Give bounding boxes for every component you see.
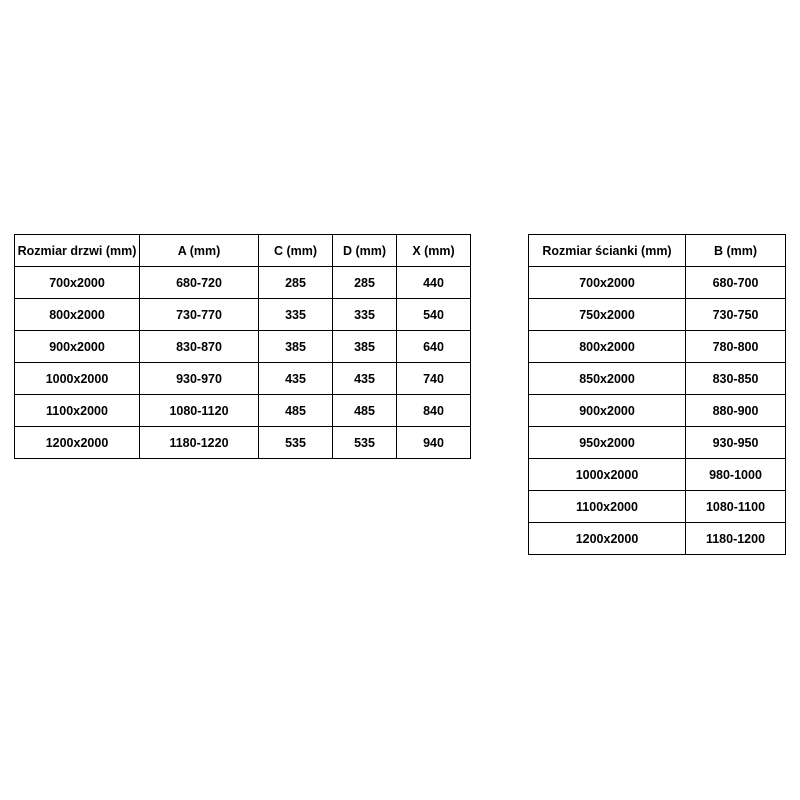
cell: 680-720	[140, 267, 259, 299]
cell: 680-700	[686, 267, 786, 299]
cell: 900x2000	[15, 331, 140, 363]
table-row	[15, 427, 471, 459]
cell: 730-770	[140, 299, 259, 331]
cell: 1180-1220	[140, 427, 259, 459]
cell: 930-970	[140, 363, 259, 395]
table-header-row	[529, 235, 786, 267]
cell: 1080-1100	[686, 491, 786, 523]
cell: 1100x2000	[15, 395, 140, 427]
cell: 900x2000	[529, 395, 686, 427]
table-header-row	[15, 235, 471, 267]
table-row	[529, 267, 786, 299]
cell: 980-1000	[686, 459, 786, 491]
column-header: C (mm)	[259, 235, 333, 267]
cell: 800x2000	[529, 331, 686, 363]
column-header: A (mm)	[140, 235, 259, 267]
cell: 435	[259, 363, 333, 395]
cell: 435	[333, 363, 397, 395]
cell: 730-750	[686, 299, 786, 331]
cell: 1200x2000	[529, 523, 686, 555]
table-row	[529, 331, 786, 363]
cell: 335	[333, 299, 397, 331]
cell: 850x2000	[529, 363, 686, 395]
cell: 385	[259, 331, 333, 363]
cell: 830-850	[686, 363, 786, 395]
cell: 750x2000	[529, 299, 686, 331]
table-row	[15, 299, 471, 331]
cell: 535	[259, 427, 333, 459]
door-size-table	[14, 234, 471, 459]
wall-size-table	[528, 234, 786, 555]
column-header: B (mm)	[686, 235, 786, 267]
column-header: D (mm)	[333, 235, 397, 267]
cell: 1000x2000	[15, 363, 140, 395]
cell: 485	[259, 395, 333, 427]
table-row	[529, 363, 786, 395]
cell: 950x2000	[529, 427, 686, 459]
cell: 1080-1120	[140, 395, 259, 427]
cell: 700x2000	[529, 267, 686, 299]
table-row	[15, 395, 471, 427]
cell: 700x2000	[15, 267, 140, 299]
cell: 285	[259, 267, 333, 299]
column-header: Rozmiar ścianki (mm)	[529, 235, 686, 267]
cell: 1180-1200	[686, 523, 786, 555]
cell: 440	[397, 267, 471, 299]
cell: 740	[397, 363, 471, 395]
cell: 1200x2000	[15, 427, 140, 459]
cell: 385	[333, 331, 397, 363]
column-header: Rozmiar drzwi (mm)	[15, 235, 140, 267]
cell: 780-800	[686, 331, 786, 363]
cell: 830-870	[140, 331, 259, 363]
table-row	[529, 523, 786, 555]
cell: 640	[397, 331, 471, 363]
table-row	[15, 267, 471, 299]
cell: 335	[259, 299, 333, 331]
cell: 285	[333, 267, 397, 299]
cell: 940	[397, 427, 471, 459]
table-row	[15, 331, 471, 363]
cell: 800x2000	[15, 299, 140, 331]
cell: 1000x2000	[529, 459, 686, 491]
table-row	[529, 395, 786, 427]
cell: 540	[397, 299, 471, 331]
cell: 880-900	[686, 395, 786, 427]
table-row	[15, 363, 471, 395]
cell: 930-950	[686, 427, 786, 459]
cell: 840	[397, 395, 471, 427]
table-row	[529, 299, 786, 331]
table-row	[529, 459, 786, 491]
cell: 535	[333, 427, 397, 459]
cell: 485	[333, 395, 397, 427]
cell: 1100x2000	[529, 491, 686, 523]
table-row	[529, 427, 786, 459]
column-header: X (mm)	[397, 235, 471, 267]
table-row	[529, 491, 786, 523]
